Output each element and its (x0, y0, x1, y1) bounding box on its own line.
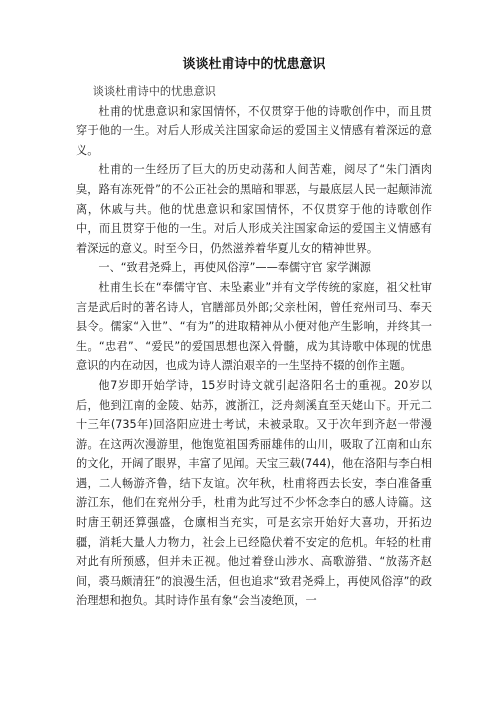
paragraph-youth: 他7岁即开始学诗，15岁时诗文就引起洛阳名士的重视。20岁以后，他到江南的金陵、姑苏，渡浙江，泛舟剡溪直至天姥山下。开元二十三年(735年)回洛阳应进士考试，未被录取。又于次年到齐赵一带漫游。在这两次漫游里，他饱览祖国秀丽雄伟的山川，吸取了江南和山东的文化，开阔了眼界，丰富了见闻。天宝三载(744)，他在洛阳与李白相遇，二人畅游齐鲁，结下友谊。次年秋，杜甫将西去长安，李白准备重游江东，他们在兖州分手，杜甫为此写过不少怀念李白的感人诗篇。这时唐王朝还算强盛，仓廪相当充实，可是玄宗开始好大喜功，开拓边疆，消耗大量人力物力，社会上已经隐伏着不安定的危机。年轻的杜甫对此有所预感，但并未正视。他过着登山涉水、高歌游猎、“放荡齐赵间，裘马颇清狂”的浪漫生活，但也追求“致君尧舜上，再使风俗淳”的政治理想和抱负。其时诗作虽有象“会当凌绝顶，一 (76, 378, 432, 608)
paragraph-family: 杜甫生长在“奉儒守官、未坠素业”并有文学传统的家庭，祖父杜审言是武后时的著名诗人，官膳部员外郎;父亲杜闲，曾任兖州司马、奉天县令。儒家“入世”、“有为”的进取精神从小便对他产生影响，并终其一生。“忠君”、“爱民”的爱国思想也深入骨髓，成为其诗歌中体现的忧患意识的内在动因，也成为诗人漂泊艰辛的一生坚持不辍的创作主题。 (76, 280, 432, 373)
section-heading: 一、“致君尧舜上，再使风俗淳”——奉儒守官 家学渊源 (98, 261, 371, 275)
paragraph-life: 杜甫的一生经历了巨大的历史动荡和人间苦难，阅尽了“朱门酒肉臭，路有冻死骨”的不公正社会的黑暗和罪恶，与最底层人民一起颠沛流离，休戚与共。他的忧患意识和家国情怀，不仅贯穿于他的诗歌创作中，而且贯穿于他的一生。对后人形成关注国家命运的爱国主义情感有着深远的意义。时至今日，仍然滋养着华夏儿女的精神世界。 (76, 163, 432, 255)
document-subtitle: 谈谈杜甫诗中的忧患意识 (92, 85, 216, 98)
document-title: 谈谈杜甫诗中的忧患意识 (182, 57, 326, 72)
paragraph-intro: 杜甫的忧患意识和家国情怀，不仅贯穿于他的诗歌创作中，而且贯穿于他的一生。对后人形成关注国家命运的爱国主义情感有着深远的意义。 (76, 104, 432, 157)
